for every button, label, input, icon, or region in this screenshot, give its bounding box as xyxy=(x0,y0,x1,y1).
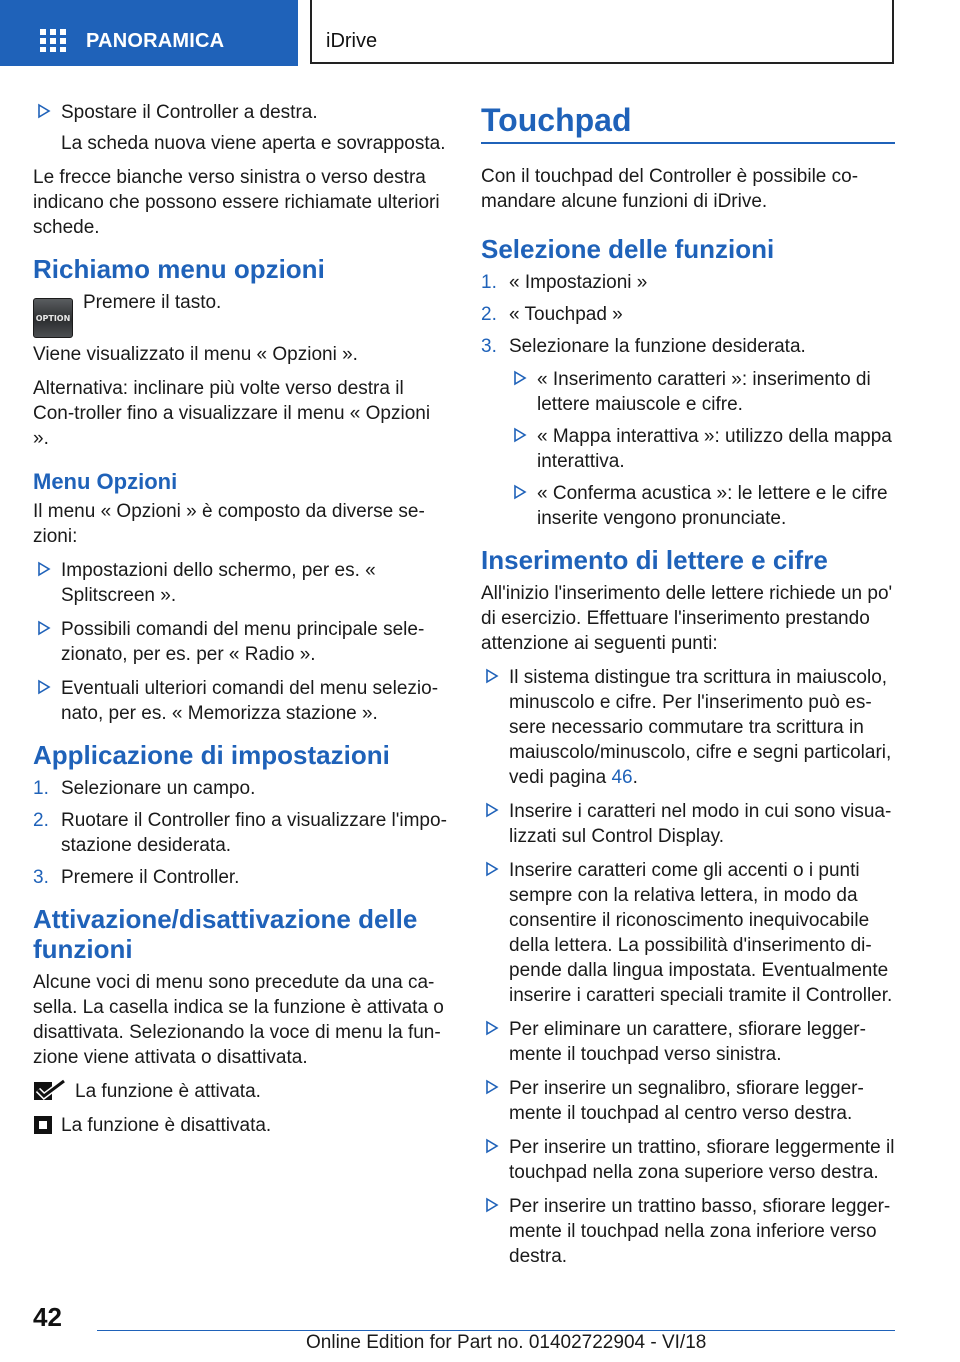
list-item xyxy=(509,424,895,474)
list-item xyxy=(33,808,449,858)
selection-steps-list xyxy=(481,270,895,531)
list-item xyxy=(481,1017,895,1067)
page-link[interactable]: 46 xyxy=(611,767,633,788)
option-button-icon: OPTION xyxy=(33,298,73,338)
selection-sub-list xyxy=(509,367,895,531)
list-item-text: Impostazioni dello schermo, per es. « Splitscreen ». xyxy=(61,560,376,606)
triangle-bullet-icon xyxy=(513,425,527,445)
paragraph: Le frecce bianche verso sinistra o verso destra indicano che possono essere richiamate ulteriori schede. xyxy=(33,167,440,238)
step-text: Ruotare il Controller fino a visualizzare l'impo‐stazione desiderata. xyxy=(61,810,447,856)
list-item xyxy=(33,617,449,667)
list-item-text: Possibili comandi del menu principale sele‐zionato, per es. per « Radio ». xyxy=(61,619,425,665)
heading-menu-opzioni: Menu Opzioni xyxy=(33,469,178,494)
list-item-text: Per inserire un trattino, sfiorare leggermente il touchpad nella zona superiore verso destra. xyxy=(509,1137,895,1183)
triangle-bullet-icon xyxy=(37,101,51,121)
list-item xyxy=(33,776,449,801)
list-item xyxy=(481,302,895,327)
step-number: 2. xyxy=(481,304,497,325)
list-item xyxy=(33,558,449,608)
triangle-bullet-icon xyxy=(485,666,499,686)
list-item xyxy=(33,676,449,726)
triangle-bullet-icon xyxy=(485,1018,499,1038)
heading-richiamo: Richiamo menu opzioni xyxy=(33,254,325,284)
list-item xyxy=(481,1194,895,1269)
list-item-text: Eventuali ulteriori comandi del menu selezio‐nato, per es. « Memorizza stazione ». xyxy=(61,678,439,724)
paragraph: Con il touchpad del Controller è possibile co‐mandare alcune funzioni di iDrive. xyxy=(481,166,859,212)
paragraph: Il menu « Opzioni » è composto da diverse se‐zioni: xyxy=(33,501,425,547)
heading-selezione: Selezione delle funzioni xyxy=(481,234,775,264)
breadcrumb-label: iDrive xyxy=(326,30,378,52)
step-text: Selezionare la funzione desiderata. xyxy=(509,336,806,357)
list-item xyxy=(509,481,895,531)
list-item xyxy=(33,100,449,156)
checked-row xyxy=(33,1079,449,1105)
step-text: « Impostazioni » xyxy=(509,272,648,293)
list-item-text: Inserire caratteri come gli accenti o i punti sempre con la relativa lettera, in modo da consentire il riconoscimento inequivocabile della lettera. La possibilità d'inserimento di‐pende dalla lingua impostata. Eventualmente inserire i caratteri speciali tramite il Controller. xyxy=(509,860,893,1006)
menu-items-list xyxy=(33,558,449,726)
step-text: Selezionare un campo. xyxy=(61,778,256,799)
steps-list xyxy=(33,776,449,890)
triangle-bullet-icon xyxy=(513,482,527,502)
step-text: « Touchpad » xyxy=(509,304,623,325)
step-number: 3. xyxy=(33,867,49,888)
list-item xyxy=(481,799,895,849)
triangle-bullet-icon xyxy=(485,1136,499,1156)
triangle-bullet-icon xyxy=(485,859,499,879)
list-item-text: « Inserimento caratteri »: inserimento di lettere maiuscole e cifre. xyxy=(537,369,871,415)
paragraph: Viene visualizzato il menu « Opzioni ». xyxy=(33,344,358,365)
heading-applicazione: Applicazione di impostazioni xyxy=(33,740,390,770)
step-number: 3. xyxy=(481,336,497,357)
heading-attivazione: Attivazione/disattivazione delle funzioni xyxy=(33,904,418,964)
list-item-text: Per inserire un trattino basso, sfiorare legger‐mente il touchpad nella zona inferiore verso destra. xyxy=(509,1196,891,1267)
triangle-bullet-icon xyxy=(37,677,51,697)
unchecked-text: La funzione è disattivata. xyxy=(61,1115,272,1136)
nav-tab-panoramica[interactable] xyxy=(0,0,298,66)
list-item-text: Per inserire un segnalibro, sfiorare legger‐mente il touchpad al centro verso destra. xyxy=(509,1078,864,1124)
heading-touchpad: Touchpad xyxy=(481,100,895,144)
list-item-text-end: . xyxy=(632,767,638,788)
option-press-text: Premere il tasto. xyxy=(83,292,222,313)
list-item xyxy=(509,367,895,417)
nav-tab-label: PANORAMICA xyxy=(86,30,225,52)
intro-list xyxy=(33,100,449,156)
footer-divider xyxy=(97,1330,895,1331)
list-item-text: « Conferma acustica »: le lettere e le cifre inserite vengono pronunciate. xyxy=(537,483,888,529)
page-number: 42 xyxy=(33,1302,62,1332)
paragraph: Alternativa: inclinare più volte verso destra il Con‐troller fino a visualizzare il menu « Opzioni ». xyxy=(33,378,431,449)
footer-edition: Online Edition for Part no. 01402722904 - VI/18 xyxy=(306,1332,707,1353)
checkbox-checked-icon xyxy=(33,1079,67,1103)
grid-icon xyxy=(40,29,66,52)
list-item-text: Il sistema distingue tra scrittura in maiuscolo, minuscolo e cifre. Per l'inserimento può es‐sere necessario commutare tra scrittura in maiuscolo/minuscolo, cifre e segni particolari, vedi pagina xyxy=(509,667,892,788)
list-item-text: Inserire i caratteri nel modo in cui sono visua‐lizzati sul Control Display. xyxy=(509,801,892,847)
list-item-text: Per eliminare un carattere, sfiorare legger‐mente il touchpad verso sinistra. xyxy=(509,1019,866,1065)
list-item xyxy=(481,858,895,1008)
step-number: 1. xyxy=(33,778,49,799)
list-item xyxy=(481,1076,895,1126)
step-text: Premere il Controller. xyxy=(61,867,240,888)
step-number: 1. xyxy=(481,272,497,293)
triangle-bullet-icon xyxy=(37,618,51,638)
triangle-bullet-icon xyxy=(485,800,499,820)
paragraph: All'inizio l'inserimento delle lettere richiede un po' di esercizio. Effettuare l'inserimento prestando attenzione ai seguenti punti: xyxy=(481,583,893,654)
unchecked-row xyxy=(33,1113,449,1139)
breadcrumb xyxy=(310,0,894,64)
checkbox-unchecked-icon xyxy=(33,1113,55,1137)
right-column xyxy=(481,100,895,1278)
list-item-text: Spostare il Controller a destra. xyxy=(61,102,318,123)
list-item xyxy=(481,270,895,295)
list-item xyxy=(481,1135,895,1185)
checked-text: La funzione è attivata. xyxy=(75,1081,261,1102)
insertion-list xyxy=(481,665,895,1269)
list-item xyxy=(481,334,895,531)
option-row xyxy=(33,290,449,332)
list-item xyxy=(33,865,449,890)
triangle-bullet-icon xyxy=(485,1077,499,1097)
heading-inserimento: Inserimento di lettere e cifre xyxy=(481,545,828,575)
triangle-bullet-icon xyxy=(513,368,527,388)
step-number: 2. xyxy=(33,810,49,831)
list-item xyxy=(481,665,895,790)
paragraph: Alcune voci di menu sono precedute da una ca‐sella. La casella indica se la funzione è attivata o disattivata. Selezionando la voce di menu la fun‐zione viene attivata o disattivata. xyxy=(33,972,444,1068)
left-column xyxy=(33,100,449,1147)
list-item-text: « Mappa interattiva »: utilizzo della mappa interattiva. xyxy=(537,426,892,472)
list-item-note: La scheda nuova viene aperta e sovrapposta. xyxy=(61,133,446,154)
triangle-bullet-icon xyxy=(37,559,51,579)
triangle-bullet-icon xyxy=(485,1195,499,1215)
